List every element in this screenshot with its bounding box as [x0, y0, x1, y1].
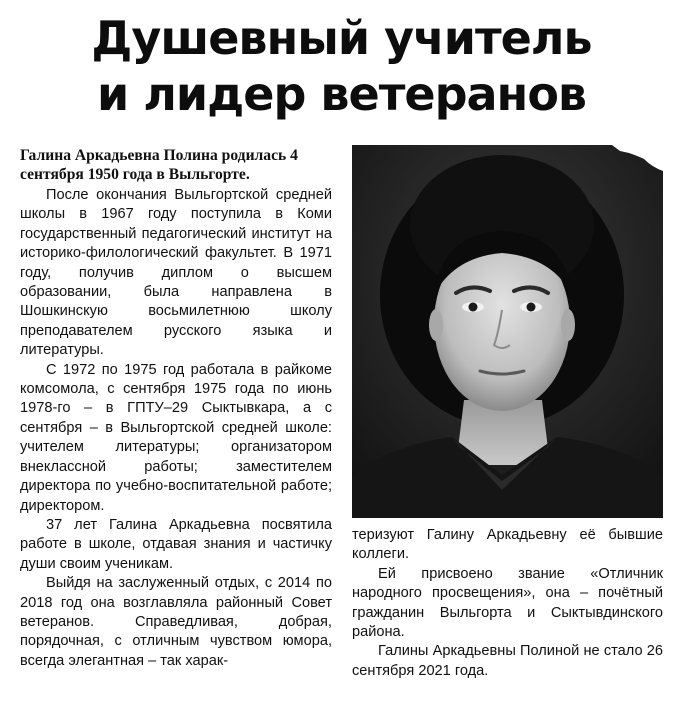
portrait-photo-illustration [352, 145, 663, 518]
article-paragraph-4: Выйдя на заслуженный отдых, с 2014 по 2018 год она возглавляла районный Совет ветеранов. Справедливая, добрая, порядочная, с отличным чувством юмора, всегда элегантная – так харак- [20, 575, 332, 669]
portrait-photo [352, 145, 663, 518]
article-paragraph-5: Ей присвоено звание «Отличник народного просвещения», она – почётный гражданин Выльгорта и Сыктывдинского района. [352, 565, 663, 641]
article-lead: Галина Аркадьевна Полина родилась 4 сентября 1950 года в Выльгорте. [20, 147, 298, 183]
article-column-right [352, 526, 663, 681]
article-column-left [20, 146, 332, 671]
headline [0, 10, 683, 122]
headline-line-1: Душевный учитель [91, 11, 592, 65]
headline-line-2: и лидер ветеранов [96, 67, 587, 121]
article-paragraph-3: 37 лет Галина Аркадьевна посвятила работе в школе, отдавая знания и частичку души своим ученикам. [20, 516, 332, 572]
article-paragraph-1: После окончания Выльгортской средней школы в 1967 году поступила в Коми государственный педагогический институт на историко-филологический факультет. В 1971 году, получив диплом о высшем образовании, была направлена в Шошкинскую восьмилетнюю школу преподавателем русского языка и литературы. [20, 187, 332, 359]
article-paragraph-2: С 1972 по 1975 год работала в райкоме комсомола, с сентября 1975 года по июнь 1978-го – в ГПТУ–29 Сыктывкара, а с сентября – в Выльгортской средней школе: учителем литературы; организатором внеклассной работы; заместителем директора по учебно-воспитательной работе; директором. [20, 361, 332, 514]
article-paragraph-6: Галины Аркадьевны Полиной не стало 26 сентября 2021 года. [352, 643, 663, 679]
article-continuation: теризуют Галину Аркадьевну её бывшие коллеги. [352, 527, 663, 563]
